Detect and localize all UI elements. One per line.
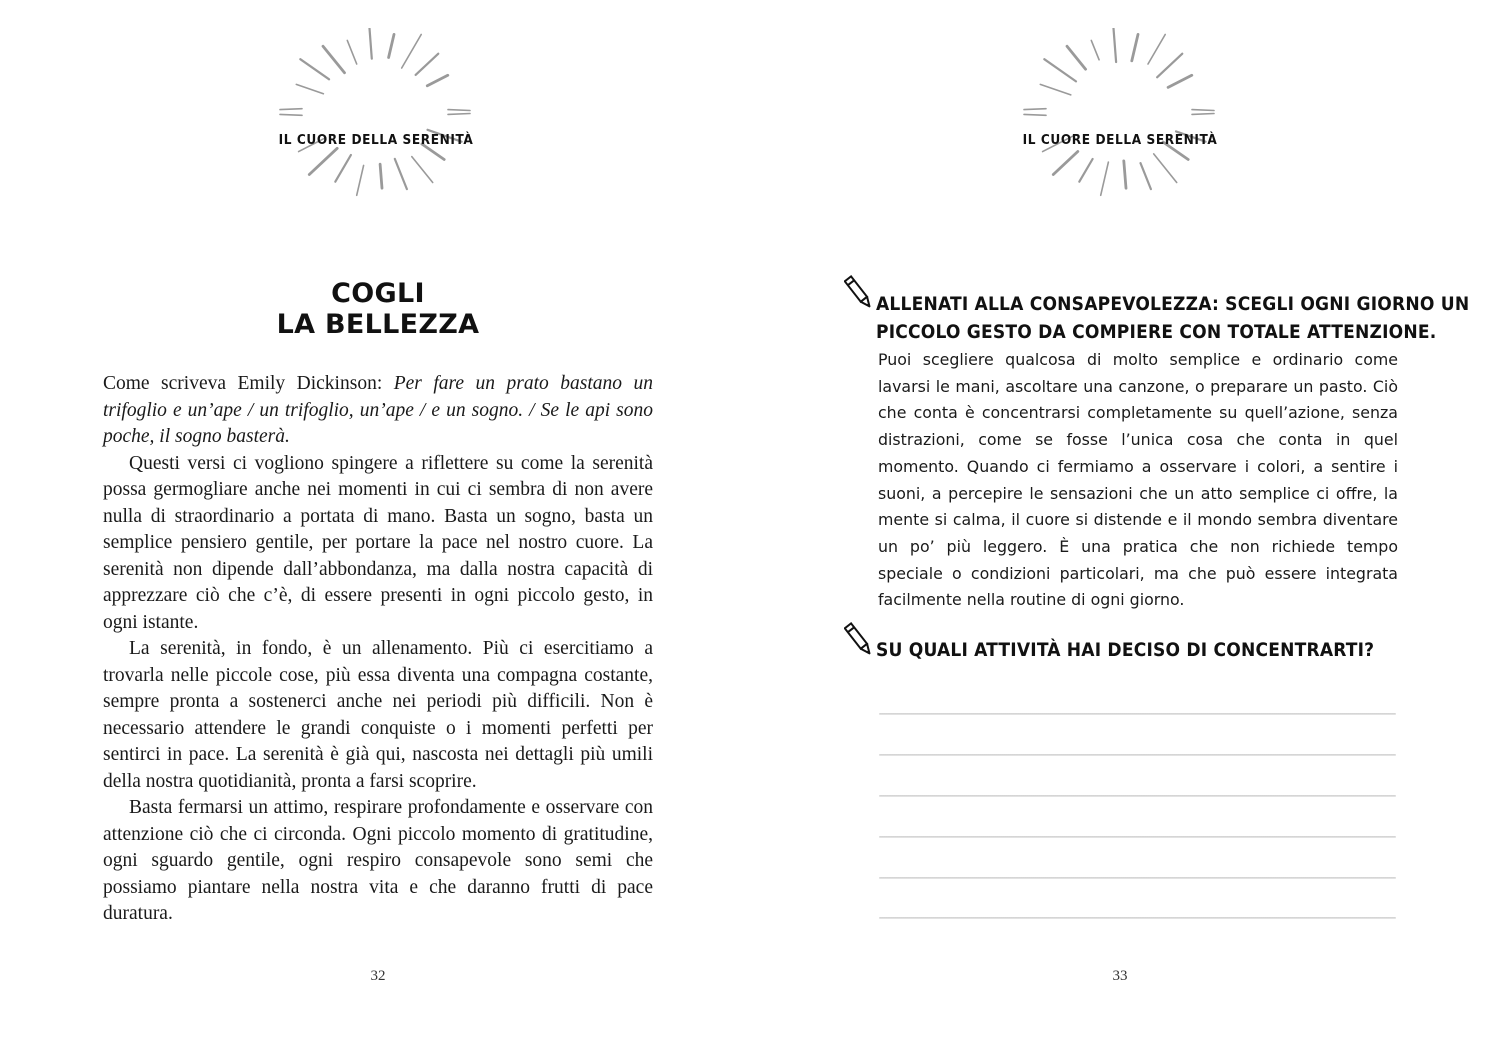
sunburst-ray xyxy=(309,148,337,174)
running-header: IL CUORE DELLA SERENITÀ xyxy=(1022,132,1218,148)
sunburst-ray xyxy=(1157,54,1182,78)
sunburst-ray xyxy=(296,84,323,93)
quote-lead: Come scriveva Emily Dickinson: xyxy=(103,373,394,394)
sunburst-ray xyxy=(1024,114,1046,115)
sunburst-ray xyxy=(1168,75,1192,87)
chapter-title-line-2: LA BELLEZZA xyxy=(276,309,480,340)
paragraph: Basta fermarsi un attimo, respirare profondamente e osservare con attenzione ciò che ci circonda. Ogni piccolo momento di gratitudine, ogni sguardo gentile, ogni respiro consapevole sono semi che possiamo piantare nella nostra vita e che daranno frutti di pace duratura. xyxy=(103,797,653,924)
pencil-icon xyxy=(844,273,874,313)
sunburst-ray xyxy=(280,114,302,115)
writing-line[interactable] xyxy=(879,713,1396,715)
paragraph: La serenità, in fondo, è un allenamento. Più ci esercitiamo a trovarla nelle piccole cose, più essa diventa una compagna costante, sempre pronta a sostenerci anche nei periodi più difficili. Non è necessario attendere le grandi conquiste o i momenti perfetti per sentirci in pace. La serenità è già qui, nascosta nei dettagli più umili della nostra quotidianità, pronta a farsi scoprire. xyxy=(103,638,653,792)
paragraph-quote xyxy=(103,371,653,451)
sunburst-ray xyxy=(389,34,394,57)
sunburst-ray xyxy=(1113,28,1116,62)
exercise-text xyxy=(878,347,1398,614)
sunburst-ray xyxy=(1079,159,1092,182)
pencil-icon xyxy=(844,620,874,660)
dickinson-quote: Per fare un prato bastano un trifoglio e un’ape / un trifoglio, un’ape / e un sogno. / Se le api sono poche, il sogno basterà. xyxy=(103,373,653,447)
sunburst-ray xyxy=(416,54,439,75)
exercise-heading-line-1: ALLENATI ALLA CONSAPEVOLEZZA: SCEGLI OGNI GIORNO UN xyxy=(876,293,1470,315)
sunburst-ray xyxy=(1101,162,1109,195)
sunburst-ray xyxy=(448,114,470,115)
writing-line[interactable] xyxy=(879,754,1396,756)
sunburst-ray xyxy=(357,165,364,195)
sunburst-ray xyxy=(1053,152,1078,175)
sunburst-ray xyxy=(1124,161,1126,188)
writing-line[interactable] xyxy=(879,836,1396,838)
running-header: IL CUORE DELLA SERENITÀ xyxy=(278,132,474,148)
sunburst-ray xyxy=(1141,163,1151,189)
sunburst-ray xyxy=(335,155,351,182)
sunburst-ray xyxy=(347,40,356,64)
right-page xyxy=(750,0,1500,1043)
sunburst-ray xyxy=(1091,40,1099,59)
page-number-left: 32 xyxy=(370,968,386,984)
sunburst-ray xyxy=(1192,114,1214,115)
question-heading-text: SU QUALI ATTIVITÀ HAI DECISO DI CONCENTRARTI? xyxy=(876,639,1375,661)
question-heading xyxy=(876,636,1396,664)
sunburst-ray xyxy=(402,35,422,69)
exercise-heading-line-2: PICCOLO GESTO DA COMPIERE CON TOTALE ATTENZIONE. xyxy=(876,321,1437,343)
sunburst-ray xyxy=(1044,59,1076,81)
paragraph: Questi versi ci vogliono spingere a riflettere su come la serenità possa germogliare anche nei momenti in cui ci sembra di non avere nulla di straordinario a portata di mano. Basta un sogno, basta un semplice pensiero gentile, per portare la pace nel nostro cuore. La serenità non dipende dall’abbondanza, ma dalla nostra capacità di apprezzare ciò che c’è, di essere presenti in ogni piccolo gesto, in ogni istante. xyxy=(103,452,653,633)
chapter-emblem xyxy=(1020,28,1220,198)
chapter-title-line-1: COGLI xyxy=(331,278,425,309)
sunburst-ray xyxy=(412,157,433,183)
sunburst-ray xyxy=(323,46,345,73)
sunburst-ray xyxy=(448,110,470,111)
chapter-emblem xyxy=(276,28,476,198)
sunburst-ray xyxy=(380,164,382,188)
writing-line[interactable] xyxy=(879,795,1396,797)
sunburst-ray xyxy=(1132,34,1138,60)
sunburst-ray xyxy=(1067,46,1086,69)
paragraph: Puoi scegliere qualcosa di molto semplice e ordinario come lavarsi le mani, ascoltare una canzone, o preparare un pasto. Ciò che conta è concentrarsi completamente su quell’azione, senza distrazioni, come se fosse l’unica cosa che conta in quel momento. Quando ci fermiamo a osservare i colori, a sentire i suoni, a percepire le sensazioni che un atto semplice ci offre, la mente si calma, il cuore si distende e il mondo sembra diventare un po’ più leggero. È una pratica che non richiede tempo speciale o condizioni particolari, ma che può essere integrata facilmente nella routine di ogni giorno. xyxy=(878,350,1398,610)
sunburst-rays-icon xyxy=(1020,28,1220,198)
sunburst-ray xyxy=(427,75,448,86)
writing-line[interactable] xyxy=(879,917,1396,919)
sunburst-ray xyxy=(369,28,371,59)
sunburst-rays-icon xyxy=(276,28,476,198)
sunburst-ray xyxy=(1040,84,1071,95)
sunburst-ray xyxy=(280,109,302,110)
sunburst-ray xyxy=(395,159,407,189)
exercise-heading xyxy=(876,290,1470,346)
sunburst-ray xyxy=(1148,35,1165,65)
chapter-title xyxy=(0,278,756,340)
sunburst-ray xyxy=(1024,109,1046,110)
page-number-right: 33 xyxy=(1112,968,1128,984)
sunburst-ray xyxy=(300,59,329,79)
writing-line[interactable] xyxy=(879,877,1396,879)
sunburst-ray xyxy=(1192,110,1214,111)
sunburst-ray xyxy=(1154,154,1177,183)
body-text xyxy=(103,371,653,928)
